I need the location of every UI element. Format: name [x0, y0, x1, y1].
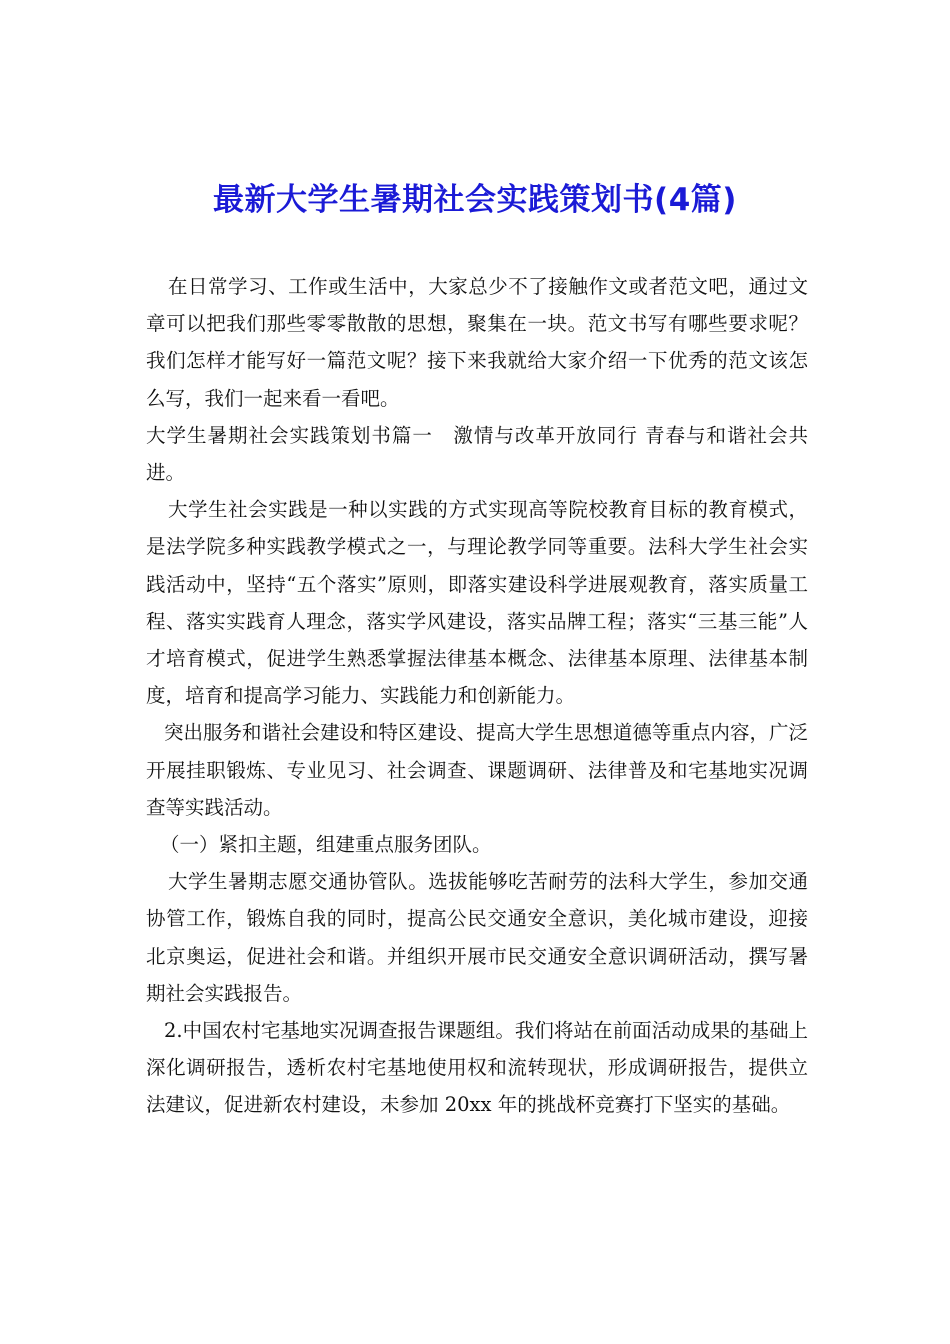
paragraph-homestead-survey: 2.中国农村宅基地实况调查报告课题组。我们将站在前面活动成果的基础上深化调研报告，透析农村宅基地使用权和流转现状，形成调研报告，提供立法建议，促进新农村建设，未参加 20xx 年的挑战杯竞赛打下坚实的基础。: [146, 1019, 808, 1117]
paragraph-subheading-one: （一）紧扣主题，组建重点服务团队。: [160, 833, 492, 857]
paragraph-intro: 在日常学习、工作或生活中，大家总少不了接触作文或者范文吧，通过文章可以把我们那些零零散散的思想，聚集在一块。范文书写有哪些要求呢？我们怎样才能写好一篇范文呢？接下来我就给大家介绍一下优秀的范文该怎么写，我们一起来看一看吧。: [146, 275, 808, 410]
paragraph-highlight-service: 突出服务和谐社会建设和特区建设、提高大学生思想道德等重点内容，广泛开展挂职锻炼、专业见习、社会调查、课题调研、法律普及和宅基地实况调查等实践活动。: [146, 721, 808, 819]
paragraph-section-heading: 大学生暑期社会实践策划书篇一 激情与改革开放同行 青春与和谐社会共进。: [146, 423, 808, 485]
document-body: [146, 268, 808, 1124]
paragraph-traffic-team: 大学生暑期志愿交通协管队。选拔能够吃苦耐劳的法科大学生，参加交通协管工作，锻炼自我的同时，提高公民交通安全意识，美化城市建设，迎接北京奥运，促进社会和谐。并组织开展市民交通安全意识调研活动，撰写暑期社会实践报告。: [146, 870, 808, 1005]
document-title: 最新大学生暑期社会实践策划书(4篇): [213, 182, 737, 218]
paragraph-practice-model: 大学生社会实践是一种以实践的方式实现高等院校教育目标的教育模式，是法学院多种实践教学模式之一，与理论教学同等重要。法科大学生社会实践活动中，坚持“五个落实”原则，即落实建设科学进展观教育，落实质量工程、落实实践育人理念，落实学风建设，落实品牌工程；落实“三基三能”人才培育模式，促进学生熟悉掌握法律基本概念、法律基本原理、法律基本制度，培育和提高学习能力、实践能力和创新能力。: [146, 498, 808, 708]
